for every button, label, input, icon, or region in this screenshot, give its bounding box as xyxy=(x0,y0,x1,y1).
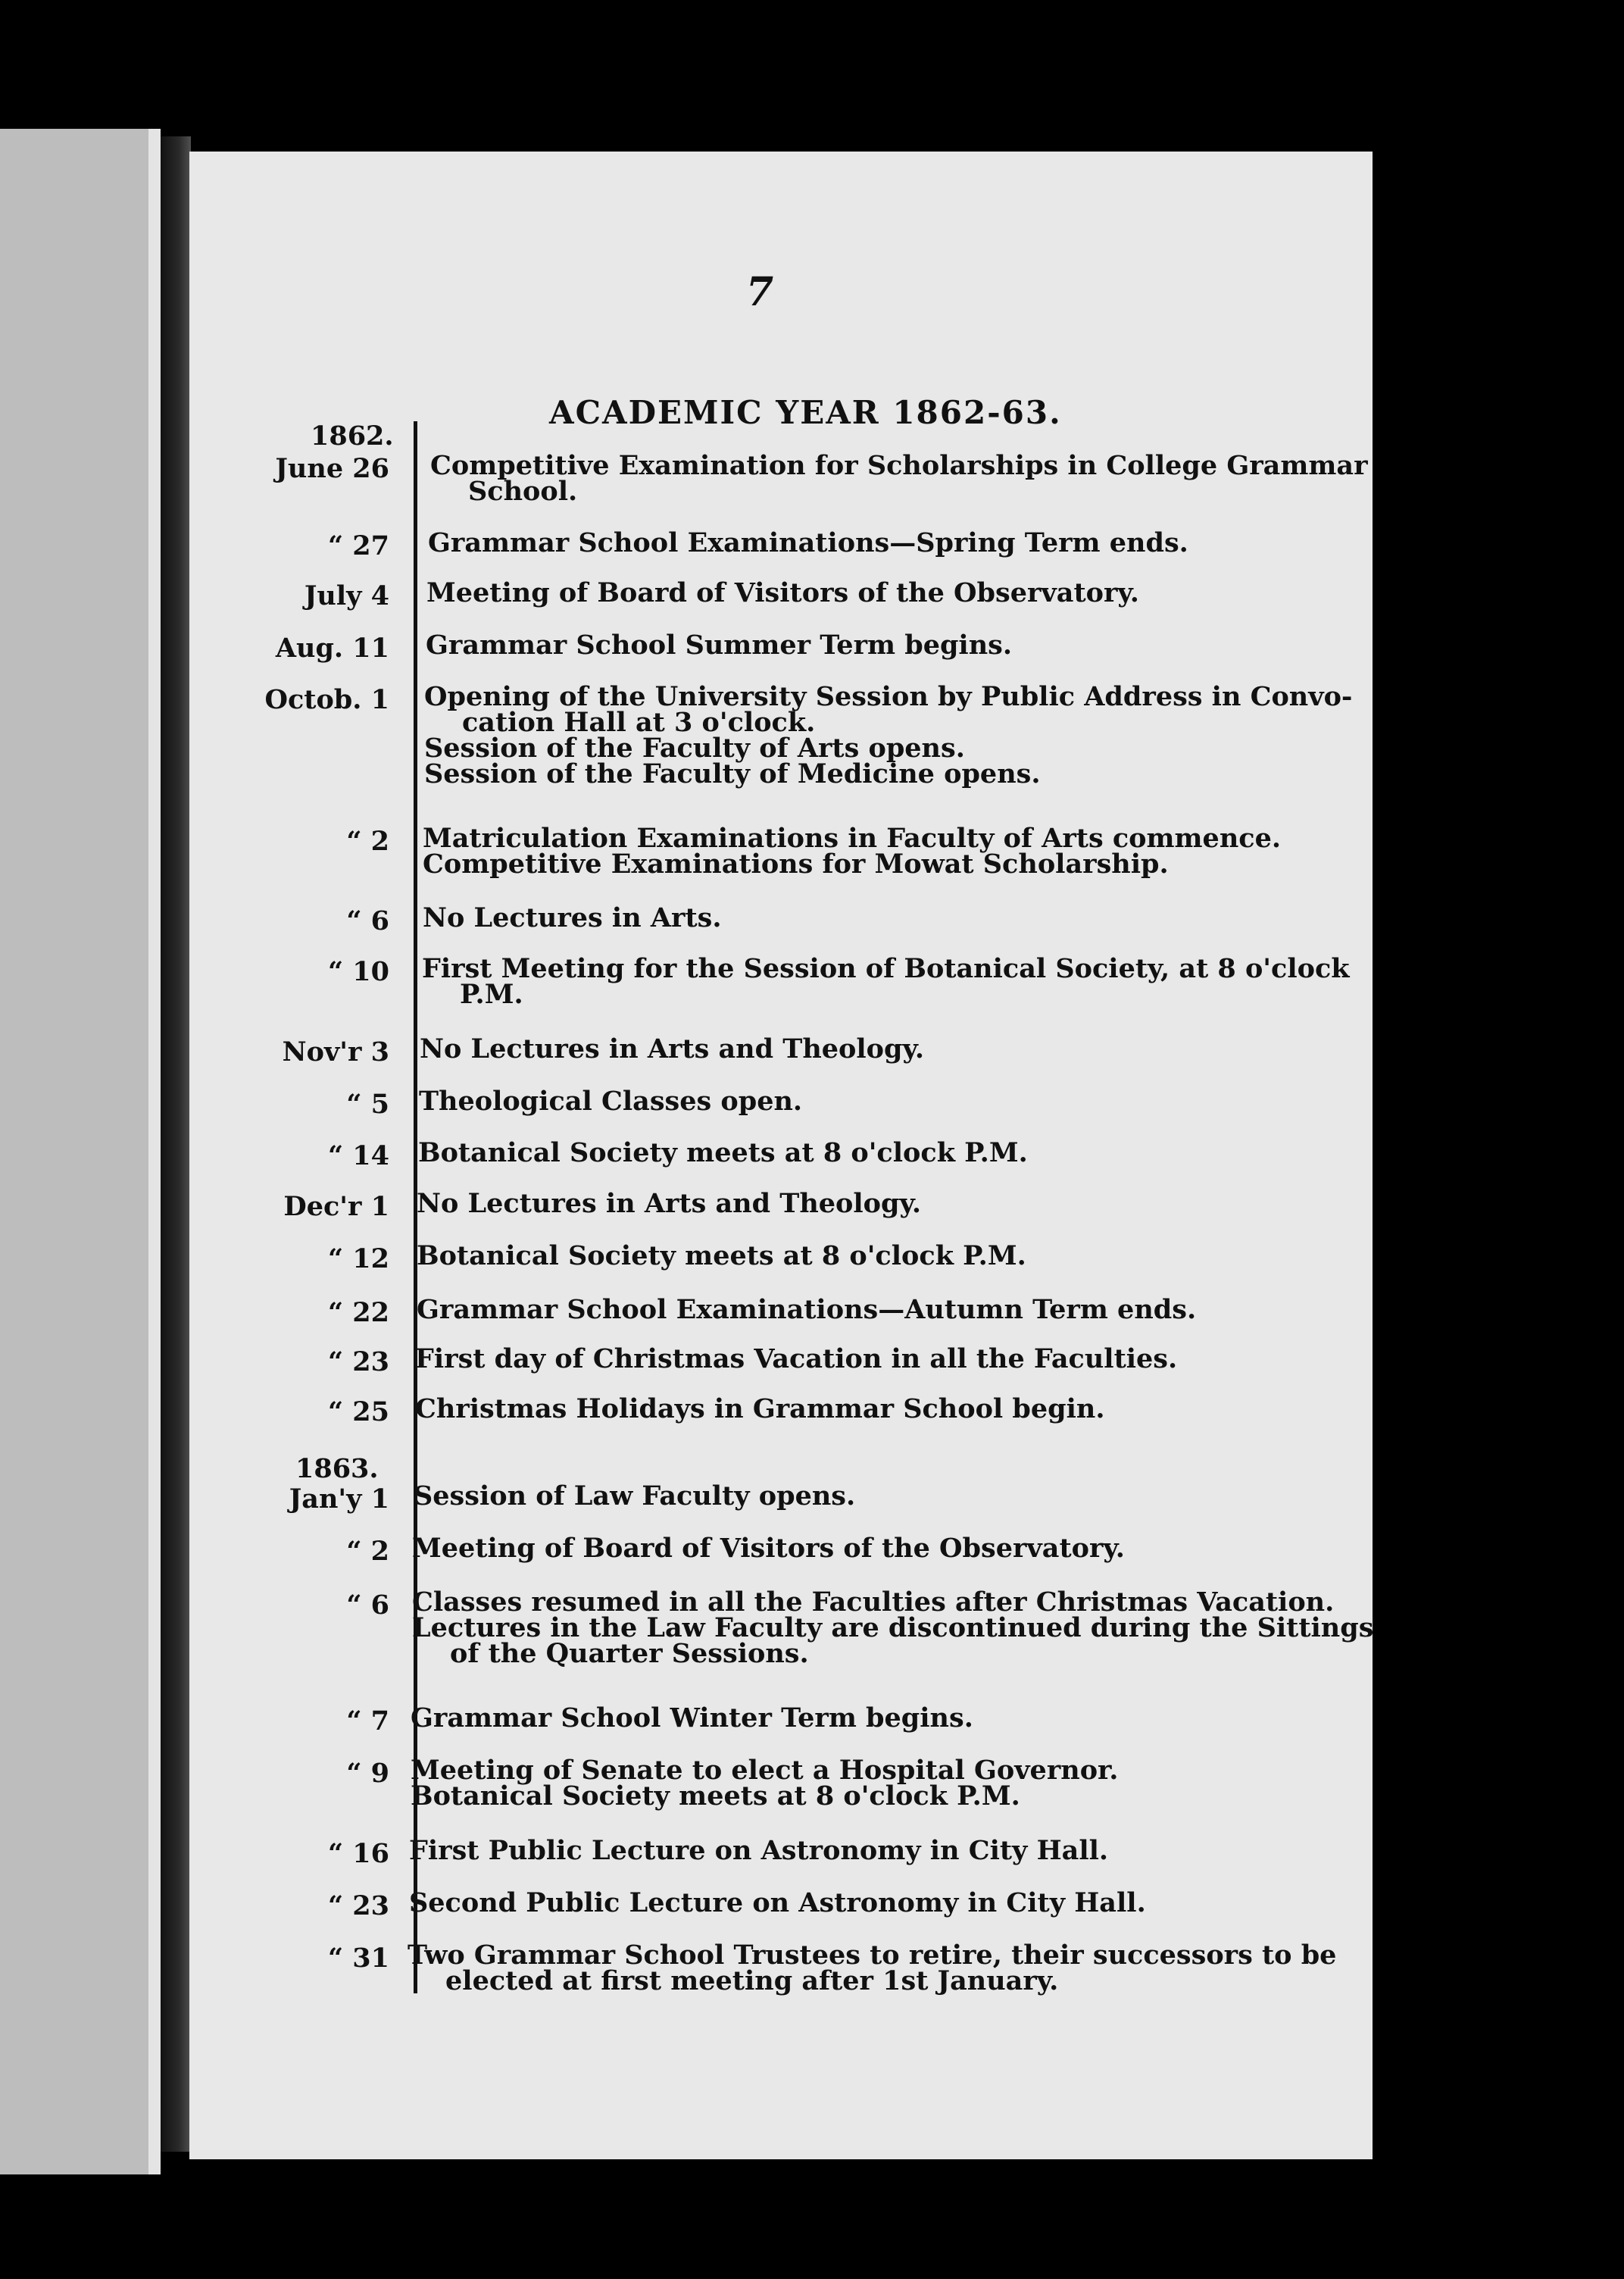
entry-line: Grammar School Examinations—Spring Term ends. xyxy=(428,527,1188,558)
entry-line: Opening of the University Session by Public Address in Convo- xyxy=(424,681,1353,712)
entry-date: “ 23 xyxy=(327,1346,389,1377)
entry-date: “ 7 xyxy=(346,1705,389,1737)
entry-line: Lectures in the Law Faculty are discontinued during the Sittings xyxy=(412,1612,1374,1643)
entry-description xyxy=(423,823,1282,880)
entry-date: July 4 xyxy=(304,580,389,611)
entry-line: No Lectures in Arts. xyxy=(423,902,722,933)
entry-description xyxy=(412,1533,1125,1564)
year-label-1862: 1862. xyxy=(311,420,394,452)
book-binding xyxy=(161,136,191,2152)
entry-line: No Lectures in Arts and Theology. xyxy=(417,1188,922,1219)
entry-description xyxy=(428,527,1188,558)
entry-date: “ 6 xyxy=(346,1590,389,1621)
entry-line: Meeting of Board of Visitors of the Observatory. xyxy=(426,577,1139,608)
entry-line: Grammar School Summer Term begins. xyxy=(426,630,1013,661)
entry-line: Meeting of Senate to elect a Hospital Governor. xyxy=(411,1755,1119,1786)
year-label-1863: 1863. xyxy=(295,1453,379,1484)
entry-description xyxy=(409,1835,1109,1866)
entry-line: No Lectures in Arts and Theology. xyxy=(420,1033,925,1064)
entry-line: Competitive Examinations for Mowat Scholarship. xyxy=(423,849,1169,880)
entry-date: June 26 xyxy=(275,453,389,484)
entry-description xyxy=(426,630,1013,661)
page-heading: ACADEMIC YEAR 1862-63. xyxy=(549,394,1062,431)
entry-date: Jan'y 1 xyxy=(289,1483,389,1515)
entry-date: “ 2 xyxy=(346,1536,389,1567)
entry-date: “ 12 xyxy=(327,1243,389,1274)
entry-date: “ 10 xyxy=(327,956,389,987)
entry-line: Christmas Holidays in Grammar School begin. xyxy=(415,1393,1105,1424)
entry-date: “ 5 xyxy=(346,1089,389,1120)
entry-description xyxy=(415,1343,1178,1374)
entry-date: Octob. 1 xyxy=(264,684,389,715)
entry-line: School. xyxy=(468,476,578,507)
entry-line: Theological Classes open. xyxy=(419,1086,803,1117)
entry-line: Session of the Faculty of Arts opens. xyxy=(424,733,965,764)
entry-description xyxy=(411,1702,973,1733)
entry-date: “ 14 xyxy=(327,1140,389,1171)
entry-description xyxy=(415,1393,1105,1424)
entry-line: Botanical Society meets at 8 o'clock P.M. xyxy=(418,1137,1028,1168)
entry-description xyxy=(420,1033,925,1064)
entry-description xyxy=(414,1480,856,1512)
entry-line: Grammar School Winter Term begins. xyxy=(411,1702,973,1733)
entry-date: “ 31 xyxy=(327,1943,389,1974)
entry-description xyxy=(412,1587,1374,1669)
left-page-margin xyxy=(148,129,161,2174)
entry-line: First Public Lecture on Astronomy in City Hall. xyxy=(409,1835,1109,1866)
entry-date: “ 25 xyxy=(327,1396,389,1427)
entry-line: Session of the Faculty of Medicine opens. xyxy=(424,758,1041,789)
entry-description xyxy=(411,1755,1119,1812)
page-number: 7 xyxy=(746,269,774,315)
entry-line: Competitive Examination for Scholarships in College Grammar xyxy=(430,450,1368,481)
entry-line: Session of Law Faculty opens. xyxy=(414,1480,856,1512)
entry-line: First Meeting for the Session of Botanical Society, at 8 o'clock xyxy=(422,953,1350,984)
entry-line: Botanical Society meets at 8 o'clock P.M. xyxy=(417,1240,1026,1271)
entry-date: “ 9 xyxy=(346,1758,389,1789)
entry-line: Botanical Society meets at 8 o'clock P.M. xyxy=(411,1780,1020,1812)
entry-line: Second Public Lecture on Astronomy in City Hall. xyxy=(409,1887,1146,1918)
entry-description xyxy=(419,1086,803,1117)
entry-date: “ 2 xyxy=(346,826,389,857)
entry-line: of the Quarter Sessions. xyxy=(450,1638,809,1669)
entry-description xyxy=(426,577,1139,608)
entry-date: Nov'r 3 xyxy=(282,1036,389,1068)
entry-description xyxy=(424,681,1353,789)
entry-line: cation Hall at 3 o'clock. xyxy=(462,707,816,738)
entry-line: Grammar School Examinations—Autumn Term ends. xyxy=(417,1294,1197,1325)
entry-line: P.M. xyxy=(460,979,523,1010)
entry-description xyxy=(418,1137,1028,1168)
entry-description xyxy=(417,1240,1026,1271)
entry-line: elected at first meeting after 1st January. xyxy=(445,1965,1059,1996)
entry-line: Classes resumed in all the Faculties after Christmas Vacation. xyxy=(412,1587,1335,1618)
left-page-edge xyxy=(0,129,148,2174)
entry-line: First day of Christmas Vacation in all the Faculties. xyxy=(415,1343,1178,1374)
entry-date: “ 27 xyxy=(327,530,389,561)
entry-description xyxy=(417,1294,1197,1325)
entry-date: “ 22 xyxy=(327,1297,389,1328)
entry-date: Aug. 11 xyxy=(275,633,389,664)
entry-description xyxy=(417,1188,922,1219)
entry-description xyxy=(423,902,722,933)
entry-line: Meeting of Board of Visitors of the Observatory. xyxy=(412,1533,1125,1564)
entry-line: Matriculation Examinations in Faculty of Arts commence. xyxy=(423,823,1282,854)
entry-date: “ 6 xyxy=(346,905,389,936)
entry-date: “ 16 xyxy=(327,1838,389,1869)
entry-line: Two Grammar School Trustees to retire, their successors to be xyxy=(408,1940,1337,1971)
entry-date: “ 23 xyxy=(327,1890,389,1921)
entry-description xyxy=(409,1887,1146,1918)
entry-description xyxy=(408,1940,1337,1996)
entry-date: Dec'r 1 xyxy=(283,1191,389,1222)
entry-description xyxy=(422,953,1350,1010)
entry-description xyxy=(430,450,1368,507)
